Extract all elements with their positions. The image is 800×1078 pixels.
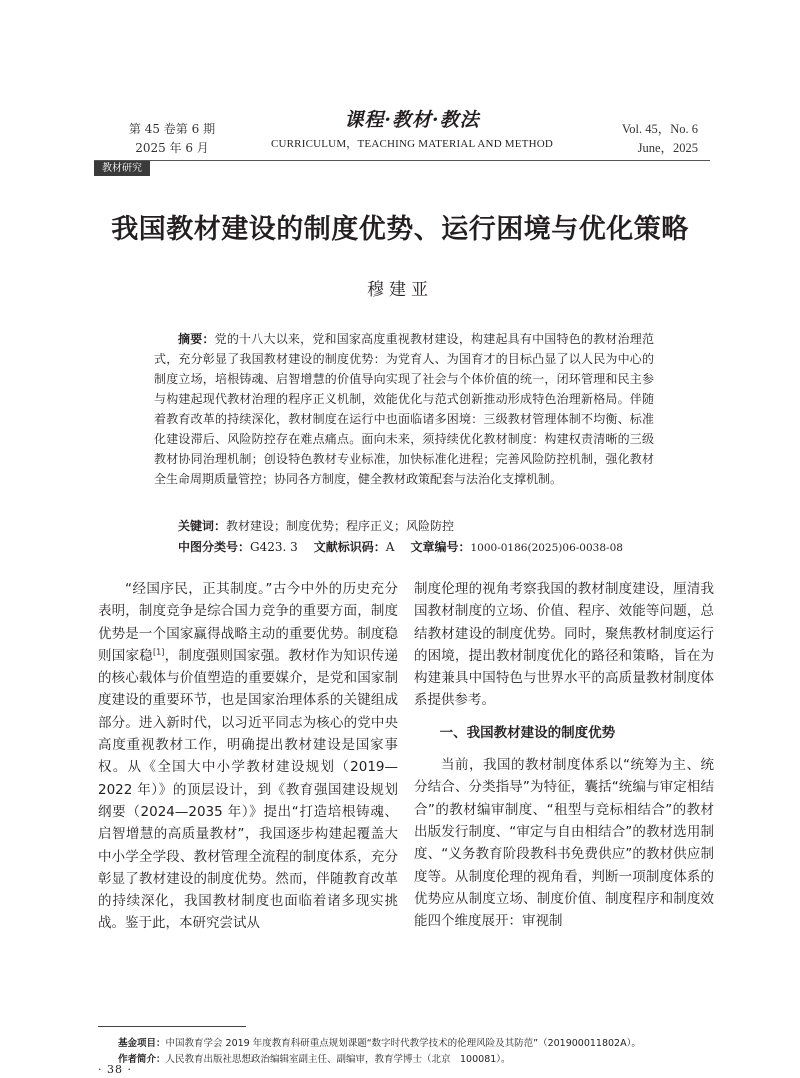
article-number-value: 1000-0186(2025)06-0038-08 — [470, 542, 623, 554]
abstract — [154, 329, 654, 489]
author-note: 作者简介：人民教育出版社思想政治编辑室副主任、副编审，教育学博士（北京 100081）。 — [118, 1054, 511, 1065]
date-en: June，2025 — [637, 141, 698, 155]
section-tag: 教材研究 — [94, 161, 150, 176]
journal-title-en: CURRICULUM，TEACHING MATERIAL AND METHOD — [270, 138, 554, 150]
abstract-label: 摘要： — [178, 332, 215, 346]
keywords-label: 关键词： — [178, 519, 227, 533]
section-heading: 一、我国教材建设的制度优势 — [439, 724, 616, 741]
body-paragraph: “经国序民，正其制度。”古今中外的历史充分表明，制度竞争是综合国力竞争的重要方面，制度优势是一个国家赢得战略主动的重要优势。制度稳则国家稳[1]，制度强则国家强。教材作为知识传递的核心载体与价值塑造的重要媒介，是党和国家制度建设的重要环节，也是国家治理体系的关键组成部分。进入新时代，以习近平同志为核心的党中央高度重视教材工作，明确提出教材建设是国家事权。从《全国大中小学教材建设规划（2019—2022 年）》的顶层设计，到《教育强国建设规划纲要（2024—2035 年）》提出“打造培根铸魂、启智增慧的高质量教材”，我国逐步构建起覆盖大中小学全学段、教材管理全流程的制度体系，充分彰显了教材建设的制度优势。然而，伴随教育改革的持续深化，我国教材制度也面临着诸多现实挑战。鉴于此，本研究尝试从 — [98, 581, 399, 932]
clc-label: 中图分类号： — [178, 540, 251, 554]
body-paragraph: 当前，我国的教材制度体系以“统筹为主、统分结合、分类指导”为特征，囊括“统编与审定相结合”的教材编审制度、“租型与竞标相结合”的教材出版发行制度、“审定与自由相结合”的教材选用制度、“义务教育阶段教科书免费供应”的教材供应制度等。从制度伦理的视角看，判断一项制度体系的优势应从制度立场、制度价值、制度程序和制度效能四个维度展开：审视制 — [414, 757, 714, 930]
header-issue-cn — [112, 120, 232, 158]
keywords-text: 教材建设；制度优势；程序正义；风险防控 — [226, 519, 455, 533]
header-issue-en — [588, 120, 698, 158]
article-number-label: 文章编号： — [410, 540, 471, 554]
footnote-divider — [98, 1026, 246, 1027]
clc-value: G423. 3 — [250, 540, 298, 554]
journal-masthead — [262, 108, 562, 151]
date-cn: 2025 年 6 月 — [135, 141, 209, 155]
article-title: 我国教材建设的制度优势、运行困境与优化策略 — [111, 214, 689, 245]
page-number: · 38 · — [98, 1063, 132, 1076]
volume-issue-cn: 第 45 卷第 6 期 — [128, 122, 216, 136]
citation-ref[interactable]: [1] — [152, 647, 165, 657]
volume-issue-en: Vol. 45，No. 6 — [621, 122, 698, 136]
abstract-text: 党的十八大以来，党和国家高度重视教材建设，构建起具有中国特色的教材治理范式，充分彰显了我国教材建设的制度优势：为党育人、为国育才的目标凸显了以人民为中心的制度立场，培根铸魂、启智增慧的价值导向实现了社会与个体价值的统一，闭环管理和民主参与构建起现代教材治理的程序正义机制，效能优化与范式创新推动形成特色治理新格局。伴随着教育改革的持续深化，教材制度在运行中也面临诸多困境：三级教材管理体制不均衡、标准化建设滞后、风险防控存在难点痛点。面向未来，须持续优化教材制度：构建权责清晰的三级教材协同治理机制；创设特色教材专业标准，加快标准化进程；完善风险防控机制，强化教材全生命周期质量管控；协同各方制度，健全教材政策配套与法治化支撑机制。 — [154, 332, 654, 486]
doc-code-label: 文献标识码： — [313, 540, 386, 554]
journal-title-cn: 课程·教材·教法 — [344, 109, 480, 131]
header-divider — [94, 160, 710, 161]
classification-line — [178, 537, 658, 558]
keywords — [178, 516, 658, 536]
doc-code-value: A — [385, 540, 395, 554]
footnotes — [118, 1036, 718, 1068]
body-column-right — [414, 578, 714, 932]
body-column-left — [98, 578, 398, 935]
body-paragraph: 制度伦理的视角考察我国的教材制度建设，厘清我国教材制度的立场、价值、程序、效能等问题，总结教材建设的制度优势。同时，聚焦教材制度运行的困境，提出教材制度优化的路径和策略，旨在为构建兼具中国特色与世界水平的高质量教材制度体系提供参考。 — [414, 581, 714, 709]
fund-note: 基金项目：中国教育学会 2019 年度教育科研重点规划课题“数字时代教学技术的伦理风险及其防范”（201900011802A）。 — [118, 1038, 641, 1049]
article-author: 穆建亚 — [367, 280, 433, 300]
